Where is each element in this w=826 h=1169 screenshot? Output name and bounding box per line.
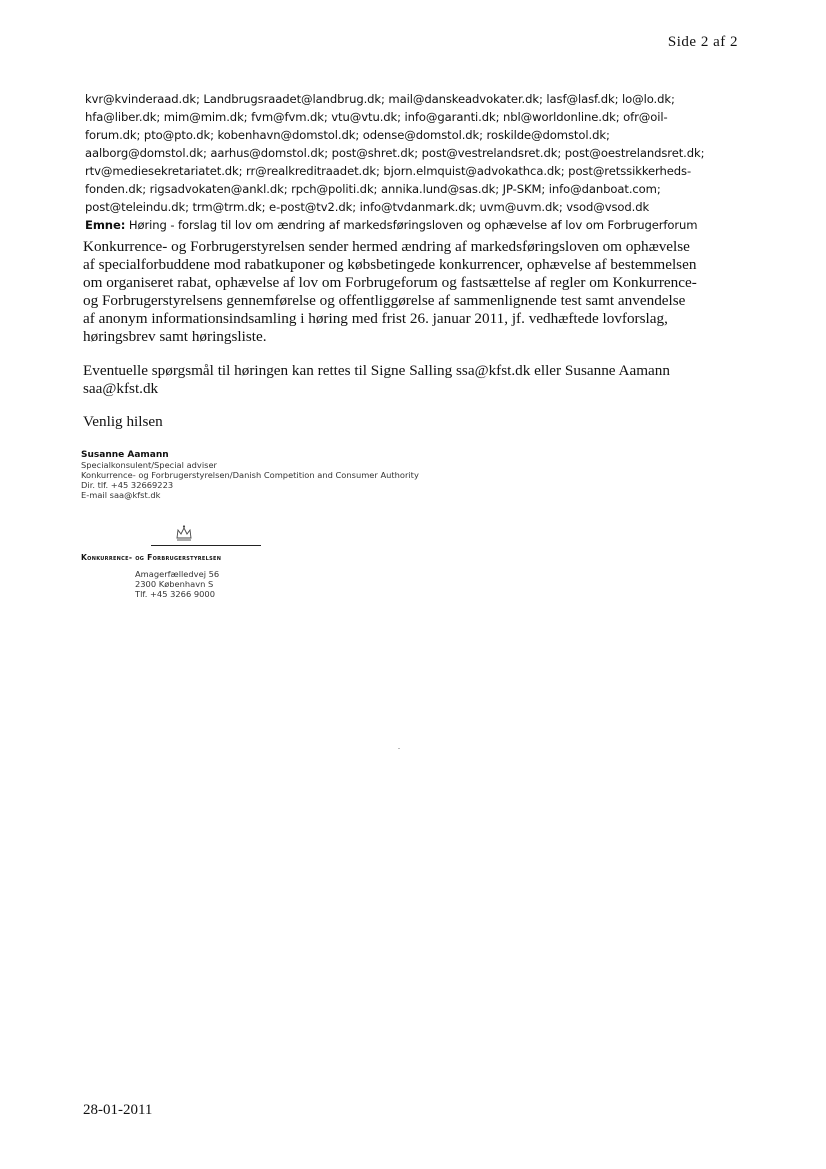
paragraph-line: og Forbrugerstyrelsens gennemførelse og offentliggørelse af sammenlignende test samt anvendelse [83, 292, 686, 309]
paragraph-line: af specialforbuddene mod rabatkuponer og købsbetingede konkurrencer, ophævelse af bestemmelsen [83, 256, 697, 273]
paragraph-line: høringsbrev samt høringsliste. [83, 328, 267, 345]
paragraph-line: af anonym informationsindsamling i høring med frist 26. januar 2011, jf. vedhæftede lovforslag, [83, 310, 668, 327]
signature-name: Susanne Aamann [81, 450, 169, 460]
recipient-line: forum.dk; pto@pto.dk; kobenhavn@domstol.dk; odense@domstol.dk; roskilde@domstol.dk; [85, 128, 610, 142]
address-phone: Tlf. +45 3266 9000 [135, 589, 215, 599]
signature-organization: Konkurrence- og Forbrugerstyrelsen/Danish Competition and Consumer Authority [81, 470, 419, 480]
logo-divider [151, 545, 261, 546]
scan-speck [398, 748, 400, 749]
crown-icon [175, 524, 193, 547]
recipient-line: post@teleindu.dk; trm@trm.dk; e-post@tv2.dk; info@tvdanmark.dk; uvm@uvm.dk; vsod@vsod.dk [85, 200, 650, 214]
signature-email: E-mail saa@kfst.dk [81, 490, 161, 500]
paragraph-line: Eventuelle spørgsmål til høringen kan rettes til Signe Salling ssa@kfst.dk eller Susanne Aamann [83, 362, 670, 379]
recipient-line: aalborg@domstol.dk; aarhus@domstol.dk; post@shret.dk; post@vestrelandsret.dk; post@oestrelandsret.dk; [85, 146, 705, 160]
subject-text: Høring - forslag til lov om ændring af markedsføringsloven og ophævelse af lov om Forbrugerforum [128, 218, 698, 232]
address-block [135, 569, 219, 599]
recipient-line: fonden.dk; rigsadvokaten@ankl.dk; rpch@politi.dk; annika.lund@sas.dk; JP-SKM; info@danboat.com; [85, 182, 661, 196]
paragraph-line: saa@kfst.dk [83, 380, 159, 397]
signature-phone: Dir. tlf. +45 32669223 [81, 480, 174, 490]
footer-date: 28-01-2011 [83, 1102, 153, 1118]
body-paragraph-1 [83, 238, 743, 346]
recipient-line: rtv@mediesekretariatet.dk; rr@realkreditraadet.dk; bjorn.elmquist@advokathca.dk; post@retssikkerheds- [85, 164, 692, 178]
body-paragraph-2 [83, 362, 743, 398]
recipient-line: hfa@liber.dk; mim@mim.dk; fvm@fvm.dk; vtu@vtu.dk; info@garanti.dk; nbl@worldonline.dk; ofr@oil- [85, 110, 668, 124]
address-street: Amagerfælledvej 56 [135, 569, 220, 579]
signature-title: Specialkonsulent/Special adviser [81, 460, 217, 470]
address-city: 2300 København S [135, 579, 214, 589]
signature-block [81, 450, 419, 500]
page-number: Side 2 af 2 [667, 34, 738, 50]
recipient-line: kvr@kvinderaad.dk; Landbrugsraadet@landbrug.dk; mail@danskeadvokater.dk; lasf@lasf.dk; lo@lo.dk; [85, 92, 675, 106]
subject-label: Emne: [85, 218, 126, 232]
email-header [85, 90, 745, 234]
closing-text: Venlig hilsen [83, 413, 163, 430]
paragraph-line: Konkurrence- og Forbrugerstyrelsen sender hermed ændring af markedsføringsloven om ophævelse [83, 238, 690, 255]
paragraph-line: om organiseret rabat, ophævelse af lov om Forbrugeforum og fastsættelse af regler om Konkurrence- [83, 274, 697, 291]
subject-line [85, 216, 745, 234]
organization-name: Konkurrence- og Forbrugerstyrelsen [81, 553, 222, 562]
